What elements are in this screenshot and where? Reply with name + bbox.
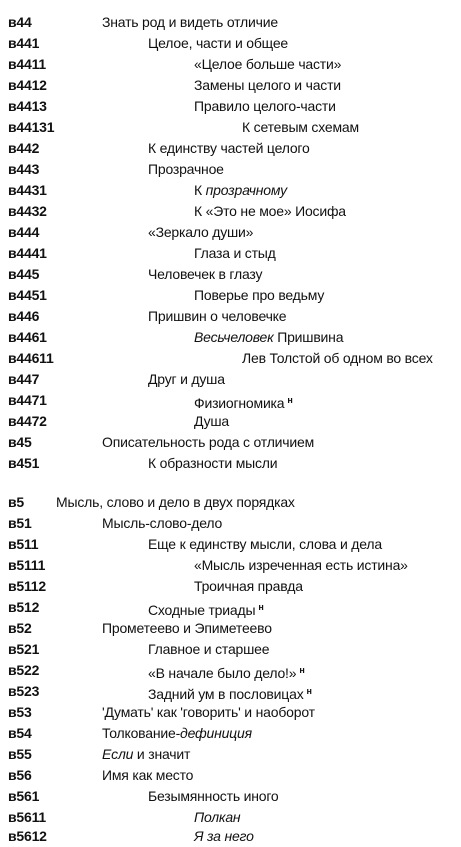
toc-row [0, 807, 461, 827]
toc-row [0, 826, 461, 846]
toc-row [0, 660, 461, 680]
section-code: в4431 [8, 182, 47, 198]
section-code: в4412 [8, 77, 47, 93]
section-title: Еще к единству мысли, слова и дела [148, 536, 382, 552]
section-code: в52 [8, 620, 32, 636]
toc-row [0, 786, 461, 806]
toc-row [0, 306, 461, 326]
toc-row [0, 639, 461, 659]
section-title: «Зеркало души» [148, 224, 254, 240]
section-title: Лев Толстой об одном во всех [242, 350, 433, 366]
section-code: в45 [8, 434, 32, 450]
section-code: в442 [8, 140, 40, 156]
section-title: Душа [194, 413, 230, 429]
toc-row [0, 285, 461, 305]
toc-row [0, 555, 461, 575]
section-title: Глаза и стыд [194, 245, 276, 261]
toc-row [0, 159, 461, 179]
section-title: Сходные триады $^н$ [148, 602, 264, 618]
toc-row [0, 243, 461, 263]
section-code: в5111 [8, 557, 46, 573]
toc-row [0, 33, 461, 53]
section-title: Задний ум в пословицах $^н$ [148, 686, 312, 702]
section-title: Поверье про ведьму [194, 287, 325, 303]
toc-row [0, 513, 461, 533]
section-title: «Целое больше части» [194, 56, 342, 72]
section-code: в4413 [8, 98, 47, 114]
section-code: в441 [8, 35, 40, 51]
section-title: Целое, части и общее [148, 35, 289, 51]
toc-row [0, 96, 461, 116]
section-code: в446 [8, 308, 40, 324]
section-code: в4461 [8, 329, 47, 345]
toc-row [0, 597, 461, 617]
toc-row [0, 453, 461, 473]
section-title: Весьчеловек Пришвина [194, 329, 344, 345]
section-code: в523 [8, 683, 40, 699]
note-mark: н [287, 395, 293, 405]
section-title: К образности мысли [148, 455, 278, 471]
toc-row [0, 390, 461, 410]
toc-row [0, 348, 461, 368]
section-code: в521 [8, 641, 40, 657]
toc-row [0, 432, 461, 452]
section-title: Если и значит [102, 746, 191, 762]
toc-row [0, 201, 461, 221]
section-code: в445 [8, 266, 40, 282]
section-code: в4441 [8, 245, 47, 261]
section-title: Правило целого-части [194, 98, 336, 114]
section-title: Мысль, слово и дело в двух порядках [56, 494, 295, 510]
section-title: Друг и душа [148, 371, 225, 387]
section-title: Главное и старшее [148, 641, 270, 657]
section-title: 'Думать' как 'говорить' и наоборот [102, 704, 315, 720]
section-code: в51 [8, 515, 32, 531]
section-title: Прометеево и Эпиметеево [102, 620, 272, 636]
section-code: в4451 [8, 287, 47, 303]
section-title: «Мысль изреченная есть истина» [194, 557, 408, 573]
section-title: Замены целого и части [194, 77, 341, 93]
section-title: Человечек в глазу [148, 266, 263, 282]
toc-row [0, 138, 461, 158]
toc-row [0, 75, 461, 95]
section-code: в444 [8, 224, 40, 240]
section-code: в44 [8, 14, 32, 30]
section-title: Описательность рода с отличием [102, 434, 315, 450]
toc-row [0, 492, 461, 512]
toc-row [0, 411, 461, 431]
section-code: в561 [8, 788, 40, 804]
section-title: К «Это не мое» Иосифа [194, 203, 346, 219]
toc-row [0, 117, 461, 137]
section-code: в4471 [8, 392, 47, 408]
section-code: в56 [8, 767, 32, 783]
toc-row [0, 12, 461, 32]
section-code: в55 [8, 746, 32, 762]
section-code: в511 [8, 536, 39, 552]
section-code: в54 [8, 725, 32, 741]
section-title: Физиогномика $^н$ [194, 395, 293, 411]
section-title: Толкование-дефиниция [102, 725, 252, 741]
toc-row [0, 744, 461, 764]
section-title: Безымянность иного [148, 788, 279, 804]
section-code: в44131 [8, 119, 55, 135]
section-code: в5612 [8, 828, 47, 844]
note-mark: н [306, 686, 312, 696]
toc-row [0, 54, 461, 74]
section-title: Имя как место [102, 767, 194, 783]
section-code: в447 [8, 371, 40, 387]
section-code: в443 [8, 161, 40, 177]
toc-row [0, 180, 461, 200]
section-title: Мысль-слово-дело [102, 515, 223, 531]
note-mark: н [299, 665, 305, 675]
section-code: в4411 [8, 56, 46, 72]
toc-row [0, 369, 461, 389]
section-code: в512 [8, 599, 40, 615]
section-code: в53 [8, 704, 32, 720]
toc-row [0, 327, 461, 347]
section-title: «В начале было дело!» $^н$ [148, 665, 305, 681]
section-title: Прозрачное [148, 161, 224, 177]
section-code: в522 [8, 662, 40, 678]
section-title: Троичная правда [194, 578, 303, 594]
section-title: Пришвин о человечке [148, 308, 287, 324]
section-code: в4472 [8, 413, 47, 429]
toc-row [0, 723, 461, 743]
section-title: Я за него [194, 828, 254, 844]
section-title: Знать род и видеть отличие [102, 14, 278, 30]
toc-row [0, 765, 461, 785]
toc-row [0, 618, 461, 638]
section-title: К сетевым схемам [242, 119, 359, 135]
toc-row [0, 576, 461, 596]
section-title: Полкан [194, 809, 241, 825]
section-code: в5 [8, 494, 24, 510]
section-title: К единству частей целого [148, 140, 310, 156]
note-mark: н [258, 602, 264, 612]
toc-row [0, 222, 461, 242]
toc-row [0, 681, 461, 701]
section-code: в5112 [8, 578, 46, 594]
section-code: в5611 [8, 809, 46, 825]
toc-row [0, 264, 461, 284]
toc-row [0, 534, 461, 554]
section-code: в44611 [8, 350, 54, 366]
section-code: в451 [8, 455, 40, 471]
toc-row [0, 702, 461, 722]
section-title: К прозрачному [194, 182, 287, 198]
section-code: в4432 [8, 203, 47, 219]
